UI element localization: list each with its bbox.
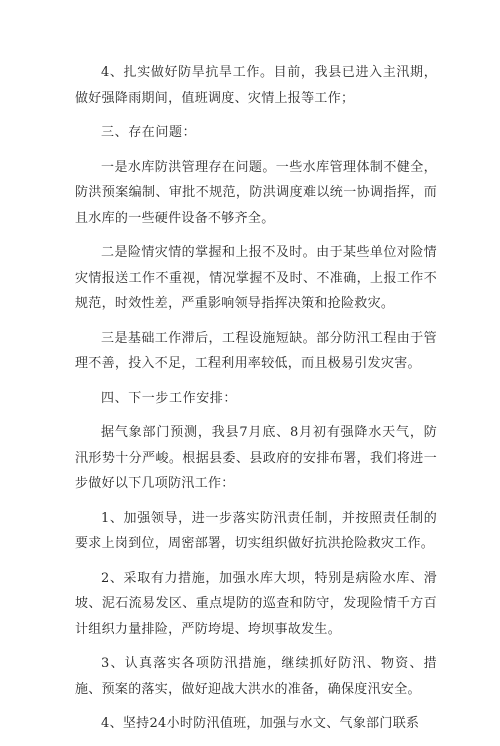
paragraph-step-3: 3、认真落实各项防汛措施，继续抓好防汛、物资、措施、预案的落实，做好迎战大洪水的准备，确保度汛安全。 xyxy=(75,656,437,697)
paragraph-drought-work: 4、扎实做好防旱抗旱工作。目前，我县已进入主汛期，做好强降雨期间，值班调度、灾情上报等工作； xyxy=(75,65,437,106)
paragraph-disaster-reporting: 二是险情灾情的掌握和上报不及时。由于某些单位对险情灾情报送工作不重视，情况掌握不及时、不准确，上报工作不规范，时效性差，严重影响领导指挥决策和抢险救灾。 xyxy=(75,245,437,311)
paragraph-step-2: 2、采取有力措施，加强水库大坝，特别是病险水库、滑坡、泥石流易发区、重点堤防的巡查和防守，发现险情千方百计组织力量排险，严防垮堤、垮坝事故发生。 xyxy=(75,570,437,637)
document-page xyxy=(75,60,437,746)
paragraph-step-1: 1、加强领导，进一步落实防汛责任制，并按照责任制的要求上岗到位，周密部署，切实组织做好抗洪抢险救灾工作。 xyxy=(75,510,437,551)
heading-next-steps: 四、下一步工作安排： xyxy=(101,390,238,406)
paragraph-reservoir-management: 一是水库防洪管理存在问题。一些水库管理体制不健全，防洪预案编制、审批不规范，防洪调度难以统一协调指挥，而且水库的一些硬件设备不够齐全。 xyxy=(75,159,437,226)
paragraph-infrastructure: 三是基础工作滞后，工程设施短缺。部分防汛工程由于管理不善，投入不足，工程利用率较低，而且极易引发灾害。 xyxy=(75,330,437,371)
heading-existing-problems: 三、存在问题： xyxy=(101,125,197,140)
paragraph-weather-forecast: 据气象部门预测，我县7月底、8月初有强降水天气，防汛形势十分严峻。根据县委、县政府的安排布署，我们将进一步做好以下几项防汛工作： xyxy=(75,425,437,491)
paragraph-step-4: 4、坚持24小时防汛值班，加强与水文、气象部门联系 xyxy=(101,716,420,731)
